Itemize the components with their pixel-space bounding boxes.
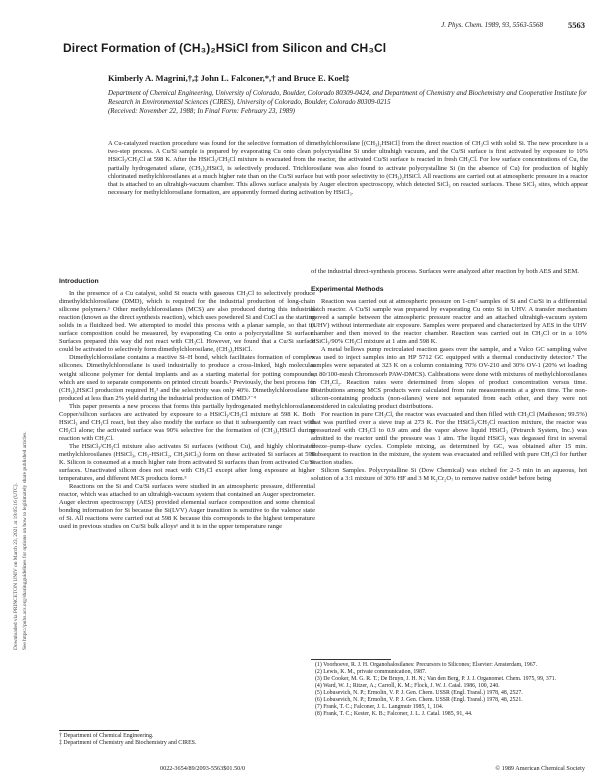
paragraph: In the presence of a Cu catalyst, solid Si reacts with gaseous CH₃Cl to selectively produce dimethyldichlorosilane (DMD), which is required for the industrial production of long-chain silicone polymers.¹ Other methylchlorosilanes (MCS) are also produced during this industrial reaction (known as the direct synthesis reaction), which uses powdered Si and CuCl as the starting solids in a fluidized bed. We attempted to model this process with a planar sample, so that its surface composition could be measured, by evaporating Cu onto a polycrystalline Si surface. Surfaces prepared this way did not react with CH₃Cl. However, we found that a Cu/Si surface could be activated to selectively form dimethylchlorosilane, (CH₃)₂HSiCl. <box>59 290 315 354</box>
reference-item: (7) Frank, T. C.; Falconer, J. L. Langmuir 1985, 1, 104. <box>315 704 444 710</box>
reference-item: (6) Lobusevich, N. P.; Ermolin, V. P. J. Gen. Chem. USSR (Engl. Transl.) 1978, 48, 2521. <box>315 697 523 703</box>
reference-item: (5) Lobusevich, N. P.; Ermolin, V. P. J. Gen. Chem. USSR (Engl. Transl.) 1978, 48, 2527. <box>315 690 523 696</box>
running-head <box>60 20 585 32</box>
introduction-continuation: of the industrial direct-synthesis process. Surfaces were analyzed after reaction by both AES and SEM. <box>311 268 579 275</box>
paragraph: Dimethylchlorosilane contains a reactive Si–H bond, which facilitates formation of complex silicones. Dimethylchlorosilane is used industrially to produce a cross-linked, high molecular weight silicone polymer for dental implants and as a starting material for potting compounds, which are used to separate components on printed circuit boards.² Previously, the best process for (CH₃)₂HSiCl production required H₂³ and the selectivity was only 40%. Dimethylchlorosilane is produced at less than 2% yield during the industrial production of DMD.³⁻⁴ <box>59 354 315 402</box>
article-code: 0022-3654/89/2093-5563$01.50/0 <box>160 765 246 772</box>
reference-item: (8) Frank, T. C.; Kester, K. B.; Falconer, J. L. J. Catal. 1985, 91, 44. <box>315 711 473 717</box>
page-footer <box>160 765 585 772</box>
left-column <box>59 268 315 531</box>
article-title: Direct Formation of (CH₃)₂HSiCl from Silicon and CH₃Cl <box>63 41 387 55</box>
reference-item: (2) Lewis, K. M., private communication, 1987. <box>315 669 427 675</box>
right-column <box>311 268 587 483</box>
journal-citation: J. Phys. Chem. 1989, 93, 5563-5568 <box>441 21 543 29</box>
page-number: 5563 <box>568 20 585 30</box>
download-note-line-1: Downloaded via PRINCETON UNIV on March 23, 2021 at 19:05:16 (UTC). <box>13 483 19 650</box>
footnotes <box>59 733 315 747</box>
references-rule <box>311 659 391 660</box>
copyright-notice: © 1989 American Chemical Society <box>495 765 585 772</box>
footnote: † Department of Chemical Engineering. <box>59 733 154 739</box>
reference-item: (1) Voorhoeve, R. J. H. Organohalosilanes: Precursors to Silicones; Elsevier: Amsterdam, 1967. <box>315 662 538 668</box>
received-dates: (Received: November 22, 1988; In Final Form: February 23, 1989) <box>108 108 295 115</box>
paragraph: A metal bellows pump recirculated reaction gases over the sample, and a Valco GC sampling valve was used to inject samples into an HP 5712 GC equipped with a thermal conductivity detector.⁷ The samples were separated at 323 K on a column containing 70% OV-210 and 30% OV-1 (20% wt loading on 80/100-mesh Chromosorb PAW-DMCS). Calibrations were done with mixtures of methylchlorosilanes in CH₂Cl₂. Reaction rates were determined from slopes of product concentration versus time. Distributions among MCS products were calculated from rate measurements at a given time. The non-silicon-containing products (non-silanes) were not separated from each other, and they were not considered in calculating product distributions. <box>311 346 587 410</box>
paragraph: This paper presents a new process that forms this partially hydrogenated methylchlorosilane. Copper/silicon surfaces are activated by exposure to a HSiCl₃/CH₃Cl mixture at 598 K. Both HSiCl₃ and CH₃Cl react, but they also modify the surface so that it subsequently can react with CH₃Cl alone; the activated surface was 90% selective for the formation of (CH₃)₂HSiCl during reaction with CH₃Cl. <box>59 402 315 442</box>
footnote: ‡ Department of Chemistry and Biochemistry and CIRES. <box>59 740 197 747</box>
reference-list <box>311 662 587 718</box>
footnote-rule <box>59 730 139 731</box>
download-note-line-2: See https://pubs.acs.org/sharingguidelines for options on how to legitimately share published articles. <box>22 431 28 650</box>
paragraph: The HSiCl₃/CH₃Cl mixture also activates Si surfaces (without Cu), and highly chlorinated methylchlorosilanes (HSiCl₃, CH₃-HSiCl₂, CH₃SiCl₃) form on these activated Si surfaces at 598 K. Silicon is consumed at a much higher rate from activated Si surfaces than from activated Cu/Si surfaces. Unactivated silicon does not react with CH₃Cl except after long exposure at higher temperatures, and different MCS products form.⁵ <box>59 442 315 483</box>
paragraph: Reaction was carried out at atmospheric pressure on 1-cm² samples of Si and Cu/Si in a differential batch reactor. A Cu/Si sample was prepared by evaporating Cu onto Si in UHV. A transfer mechanism moved a sample between the atmospheric pressure reactor and an attached ultrahigh-vacuum system (UHV) without intermediate air exposure. Samples were prepared and characterized by AES in the UHV chamber and then moved to the reactor chamber. Reaction was carried out in CH₃Cl or in a 10% HSiCl₃/90% CH₃Cl mixture at 1 atm and 598 K. <box>311 298 587 346</box>
reference-item: (3) De Cooker, M. G. R. T.; De Bruyn, J. H. N.; Van den Berg, P. J. J. Organomet. Chem. 1975, 99, 371. <box>315 676 557 682</box>
introduction-heading: Introduction <box>59 278 99 285</box>
paragraph: Silicon Samples. Polycrystalline Si (Dow Chemical) was etched for 2–5 min in an aqueous, hot solution of a 3:1 mixture of 30% HF and 3 M K₂Cr₂O₇ to remove native oxide⁸ before being <box>311 467 587 483</box>
affiliation: Department of Chemical Engineering, University of Colorado, Boulder, Colorado 80309-0424, and Department of Chemistry and Biochemistry and Cooperative Institute for Research in Environmental Sciences (CIRES), University of Colorado, Boulder, Colorado 80309-0215 <box>108 90 587 106</box>
paragraph: For reaction in pure CH₃Cl, the reactor was evacuated and then filled with CH₃Cl (Matheson; 99.5%) that was purified over a sieve trap at 273 K. For the HSiCl₃/CH₃Cl reaction mixture, the reactor was pressurized with CH₃Cl to 0.9 atm and the vapor above liquid HSiCl₃ (Petrarch System, Inc.) was admitted to the reactor until the pressure was 1 atm. The liquid HSiCl₃ was degassed first in several freeze–pump–thaw cycles. Complete mixing, as determined by GC, was obtained after 15 min. Subsequent to reaction in the mixture, the system was evacuated and refilled with pure CH₃Cl for further reaction studies. <box>311 410 587 467</box>
experimental-methods-heading: Experimental Methods <box>311 286 384 294</box>
author-list: Kimberly A. Magrini,†,‡ John L. Falconer,*,† and Bruce E. Koel‡ <box>108 73 350 83</box>
reference-item: (4) Ward, W. J.; Ritzer, A.; Carroll, K. M.; Flock, J. W. J. Catal. 1986, 100, 240. <box>315 683 500 689</box>
download-side-note <box>9 120 35 650</box>
abstract: A Cu-catalyzed reaction procedure was found for the selective formation of dimethylchlorosilane [(CH₃)₂HSiCl] from the direct reaction of CH₃Cl with solid Si. The new procedure is a two-step process. A Cu/Si sample is prepared by evaporating Cu onto clean polycrystalline Si under ultrahigh vacuum, and the Cu/Si surface is first activated by exposure to 10% HSiCl₃/CH₃Cl at 598 K. After the HSiCl₃/CH₃Cl mixture is evacuated from the reactor, the activated Cu/Si surface is reacted in fresh CH₃Cl. For low surface concentrations of Cu, the partially hydrogenated silane, (CH₃)₂HSiCl, is selectively produced. Trichlorosilane was also found to activate polycrystalline Si (in the absence of Cu) for production of highly chlorinated methylchlorosilanes at a much higher rate than on the Cu/Si surface but with poor selectivity to (CH₃)₂HSiCl. All reactions are carried out at atmospheric pressure in a reactor that is attached to an ultrahigh-vacuum chamber. This allows surface analysis by Auger electron spectroscopy, which detected SiCl₃ on reacted surfaces. These SiCl₃ sites, which appear necessary for methylchlorosilane formation, are apparently formed during activation by HSiCl₃. <box>108 140 588 197</box>
paragraph: Reactions on the Si and Cu/Si surfaces were studied in an atmospheric pressure, differential reactor, which was attached to an ultrahigh-vacuum system that contained an Auger spectrometer. Auger electron spectroscopy (AES) provided elemental surface composition and some chemical bonding information for Si because the Si(LVV) Auger transition is sensitive to the valence state of Si. All reactions were carried out at 598 K because this corresponds to the highest temperature used in previous studies on Cu/Si bulk alloys⁶ and it is in the upper temperature range <box>59 483 315 531</box>
